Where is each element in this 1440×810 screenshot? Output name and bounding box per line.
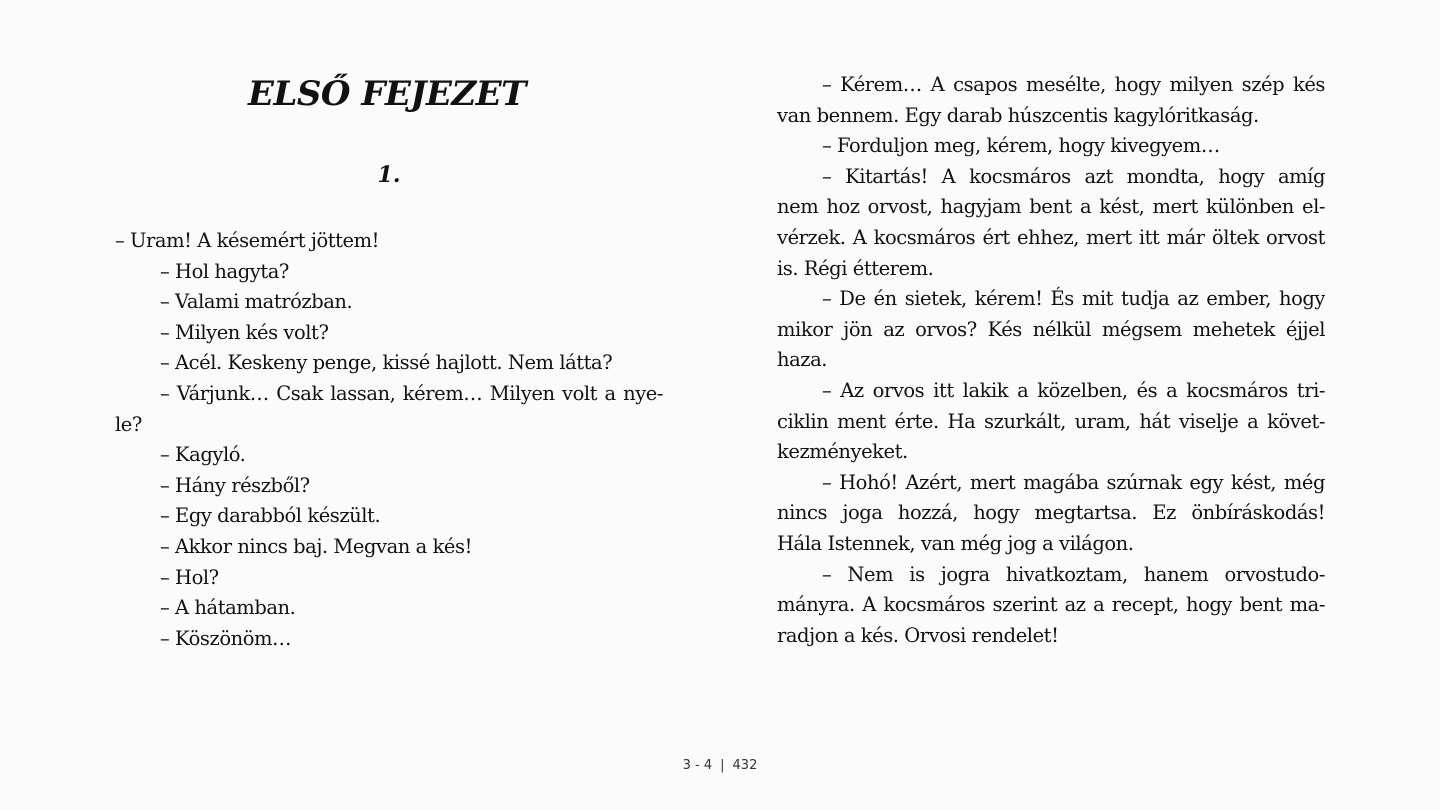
text-line: – Köszönöm… [160, 626, 292, 650]
text-line: le? [115, 412, 142, 436]
text-line: – Egy darabból készült. [160, 504, 381, 528]
text-line: Hála Istennek, van még jog a világon. [777, 531, 1134, 555]
text-line: – Hol hagyta? [160, 259, 289, 283]
text-line: – Hol? [160, 565, 219, 589]
text-line: vérzek. A kocsmáros ért ehhez, mert itt már öltek orvost [777, 225, 1325, 249]
right-page-text [777, 70, 1325, 651]
text-line: – Hány részből? [160, 473, 310, 497]
text-line: kezményeket. [777, 440, 908, 464]
text-line: nem hoz orvost, hagyjam bent a kést, mert különben el- [777, 195, 1325, 219]
left-page-text [115, 226, 663, 654]
text-line: mikor jön az orvos? Kés nélkül mégsem mehetek éjjel [777, 317, 1325, 341]
text-line: – Kitartás! A kocsmáros azt mondta, hogy amíg [822, 164, 1325, 188]
text-line: ciklin ment érte. Ha szurkált, uram, hát viselje a követ- [777, 409, 1325, 433]
text-line: – Milyen kés volt? [160, 320, 329, 344]
section-number: 1. [377, 162, 401, 188]
text-line: – Hohó! Azért, mert magába szúrnak egy kést, még [822, 470, 1325, 494]
page-indicator [0, 756, 1440, 776]
text-line: – Akkor nincs baj. Megvan a kés! [160, 534, 472, 558]
text-line: – Forduljon meg, kérem, hogy kivegyem… [822, 134, 1220, 158]
text-line: – Nem is jogra hivatkoztam, hanem orvostudo- [822, 562, 1325, 586]
page-separator: | [720, 758, 725, 773]
text-line: – Acél. Keskeny penge, kissé hajlott. Nem látta? [160, 351, 613, 375]
current-pages: 3 - 4 [682, 758, 713, 773]
text-line: – Kérem… A csapos mesélte, hogy milyen szép kés [822, 73, 1325, 96]
text-line: is. Régi étterem. [777, 256, 934, 280]
chapter-title: ELSŐ FEJEZET [248, 74, 526, 114]
text-line: – Az orvos itt lakik a közelben, és a kocsmáros tri- [822, 378, 1325, 402]
text-line: – De én sietek, kérem! És mit tudja az ember, hogy [822, 287, 1325, 311]
text-line: – Uram! A késemért jöttem! [115, 229, 380, 252]
text-line: – A hátamban. [160, 596, 296, 620]
text-line: van bennem. Egy darab húszcentis kagylóritkaság. [777, 103, 1259, 127]
text-line: – Valami matrózban. [160, 290, 353, 314]
text-line: – Várjunk… Csak lassan, kérem… Milyen volt a nye- [160, 381, 663, 405]
text-line: nincs joga hozzá, hogy megtartsa. Ez önbíráskodás! [777, 501, 1325, 525]
text-line: – Kagyló. [160, 443, 246, 467]
total-pages: 432 [732, 758, 758, 773]
text-line: haza. [777, 348, 828, 372]
text-line: radjon a kés. Orvosi rendelet! [777, 623, 1059, 647]
text-line: mányra. A kocsmáros szerint az a recept, hogy bent ma- [777, 593, 1325, 617]
